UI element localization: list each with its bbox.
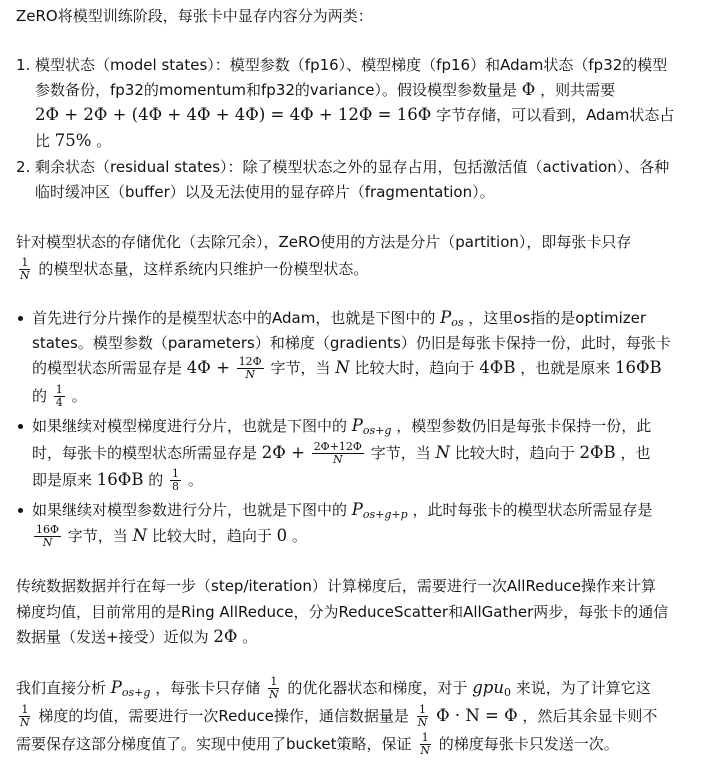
para4-line3: 需要保存这部分梯度值了。实现中使用了bucket策略，保证 $\frac{1}{N}$ 的梯度每张卡只发送一次。 (16, 731, 619, 757)
item1-line1: 模型状态（model states）：模型参数（fp16）、模型梯度（fp16）和Adam状态（fp32的模型 (35, 56, 668, 74)
para3-line2: 梯度均值，目前常用的是Ring AllReduce，分为ReduceScatter和AllGather两步，每张卡的通信 (16, 603, 669, 621)
item1-line3: 2Φ + 2Φ + (4Φ + 4Φ + 4Φ) = 4Φ + 12Φ = 16Φ 字节存储，可以看到，Adam状态占 (35, 105, 675, 124)
item1-line4: 比 75% 。 (35, 131, 112, 150)
bullet-dot (18, 424, 23, 429)
intro-paragraph: ZeRO将模型训练阶段，每张卡中显存内容分为两类： (16, 7, 373, 25)
adam-percentage: 75% (54, 131, 92, 150)
bullet-dot (18, 316, 23, 321)
item1-line2: 参数备份，fp32的momentum和fp32的variance）。假设模型参数量是 Φ ，则共需要 (35, 80, 616, 99)
bullet-dot (18, 508, 23, 513)
b3-line2: $\frac{16\Phi}{N}$ 字节，当 N 比较大时，趋向于 0 。 (36, 523, 307, 549)
memory-equation: 2Φ + 2Φ + (4Φ + 4Φ + 4Φ) = 4Φ + 12Φ = 16Φ (35, 105, 432, 124)
b1-line1: 首先进行分片操作的是模型状态中的Adam，也就是下图中的 $P_{os}$ ，这里os指的是optimizer (32, 308, 647, 329)
b2-line1: 如果继续对模型梯度进行分片，也就是下图中的 $P_{os+g}$ ，模型参数仍旧是每张卡保持一份，此 (32, 416, 652, 437)
b1-line2: states。模型参数（parameters）和梯度（gradients）仍旧是每张卡保持一份，此时，每张卡 (32, 334, 671, 352)
b1-line4: 的 $\frac{1}{4}$ 。 (32, 383, 87, 409)
para4-line1: 我们直接分析 $P_{os+g}$ ，每张卡只存储 $\frac{1}{N}$ 的优化器状态和梯度，对于 gpu$_0$ 来说，为了计算它这 (16, 675, 651, 701)
para4-line2: $\frac{1}{N}$ 梯度的均值，需要进行一次Reduce操作，通信数据量是 $\frac{1}{N}$ Φ · N = Φ ，然后其余显卡则不 (20, 703, 658, 729)
b1-line3: 的模型状态所需显存是 4Φ + $\frac{12\Phi}{N}$ 字节，当 N 比较大时，趋向于 4ΦB ，也就是原来 16ΦB (32, 355, 662, 381)
item2-line1: 剩余状态（residual states）：除了模型状态之外的显存占用，包括激活值（activation）、各种 (35, 158, 670, 176)
list-number: 1. (16, 56, 31, 74)
para2-line2: $\frac{1}{N}$ 的模型状态量，这样系统内只维护一份模型状态。 (20, 256, 369, 282)
list-number: 2. (16, 158, 31, 176)
para3-line3: 数据量（发送+接受）近似为 2Φ 。 (16, 627, 258, 646)
fraction-one-over-n: $\frac{1}{N}$ (20, 256, 30, 282)
item2-line2: 临时缓冲区（buffer）以及无法使用的显存碎片（fragmentation）。 (35, 183, 495, 201)
b2-line2: 时，每张卡的模型状态所需显存是 2Φ + $\frac{2\Phi+12\Phi}{N}$ 字节，当 N 比较大时，趋向于 2ΦB ，也 (32, 440, 651, 466)
para2-line1: 针对模型状态的存储优化（去除冗余），ZeRO使用的方法是分片（partition），即每张卡只存 (16, 233, 632, 251)
phi-symbol: Φ (521, 80, 536, 99)
b2-line3: 即是原来 16ΦB 的 $\frac{1}{8}$ 。 (32, 467, 203, 493)
b3-line1: 如果继续对模型参数进行分片，也就是下图中的 $P_{os+g+p}$ ，此时每张卡的模型状态所需显存是 (32, 500, 653, 521)
para3-line1: 传统数据数据并行在每一步（step/iteration）计算梯度后，需要进行一次AllReduce操作来计算 (16, 577, 656, 595)
